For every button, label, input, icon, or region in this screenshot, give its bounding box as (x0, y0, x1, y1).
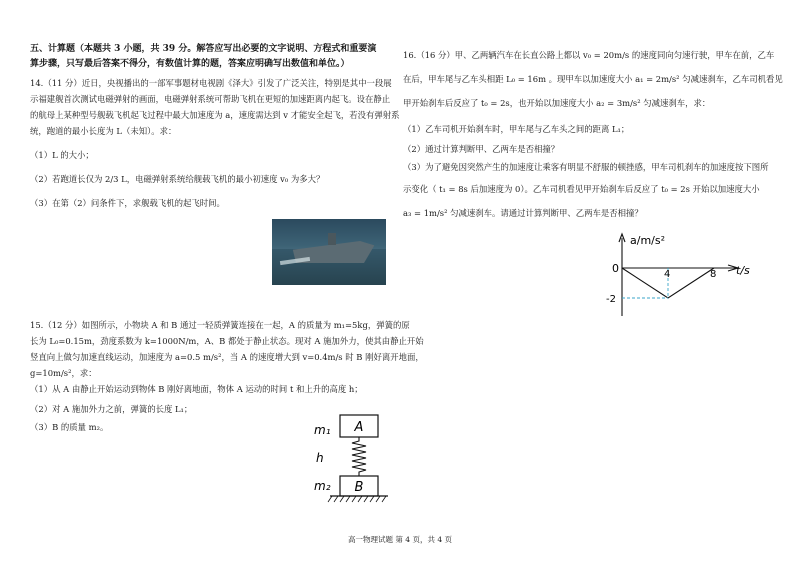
q15-text-1: 15.（12 分）如图所示，小物块 A 和 B 通过一轻质弹簧连接在一起，A 的质量为 m₁=5kg，弹簧的原 (30, 320, 410, 330)
q16-sub-3-line3: a₃ = 1m/s² 匀减速刹车。请通过计算判断甲、乙两车是否相撞？ (403, 208, 643, 218)
q15-text-3: 竖直向上做匀加速直线运动，加速度为 a=0.5 m/s²，当 A 的速度增大到 v=0.4m/s 时 B 刚好离开地面， (30, 352, 424, 362)
tick-label-minus-2: -2 (606, 294, 616, 305)
q14-sub-1: （1）L 的大小； (30, 150, 94, 160)
q14-sub-2: （2）若跑道长仅为 2/3 L，电磁弹射系统给舰载飞机的最小初速度 v₀ 为多大？ (30, 174, 325, 184)
tick-label-8: 8 (710, 269, 717, 280)
origin-label: 0 (612, 262, 619, 275)
a-axis-label: a/m/s² (630, 234, 666, 247)
q16-text-3: 甲开始刹车后反应了 t₀ = 2s，也开始以加速度大小 a₂ = 3m/s² 匀减速刹车，求： (403, 98, 711, 108)
q15-sub-1: （1）从 A 由静止开始运动到物体 B 刚好离地面，物体 A 运动的时间 t 和上升的高度 h； (30, 384, 363, 394)
mass-m1-label: m₁ (314, 423, 331, 437)
block-a-label: A (354, 420, 364, 435)
q15-text-2: 长为 L₀=0.15m，劲度系数为 k=1000N/m，A、B 都处于静止状态。现对 A 施加外力，使其由静止开始 (30, 336, 424, 346)
page-footer: 高一物理试题 第 4 页，共 4 页 (348, 535, 452, 544)
q15-sub-3: （3）B 的质量 m₂。 (30, 422, 109, 432)
section-heading-2: 算步骤，只写最后答案不得分，有数值计算的题，答案应明确写出数值和单位。） (30, 59, 350, 69)
ground-hatch (328, 496, 386, 502)
acceleration-time-graph (600, 228, 760, 320)
block-b-label: B (354, 480, 364, 495)
tick-label-4: 4 (664, 269, 671, 280)
mass-m2-label: m₂ (314, 479, 331, 493)
q15-text-4: g=10m/s²，求： (30, 368, 97, 378)
t-axis-label: t/s (736, 264, 750, 277)
q14-text-4: 统，跑道的最小长度为 L（未知）。求： (30, 126, 177, 136)
q14-sub-3: （3）在第（2）问条件下，求舰载飞机的起飞时间。 (30, 198, 225, 208)
q16-sub-2: （2）通过计算判断甲、乙两车是否相撞？ (403, 144, 560, 154)
q16-sub-1: （1）乙车司机开始刹车时，甲车尾与乙车头之间的距离 L₁； (403, 124, 630, 134)
q16-sub-3-line2: 示变化（ t₁ = 8s 后加速度为 0）。乙车司机看见甲开始刹车后反应了 t₀ = 2s 开始以加速度大小 (403, 184, 760, 194)
height-h-label: h (316, 451, 324, 465)
q16-text-2: 在后，甲车尾与乙车头相距 L₀ = 16m 。现甲车以加速度大小 a₁ = 2m/s² 匀减速刹车，乙车司机看见 (403, 74, 783, 84)
q15-sub-2: （2）对 A 施加外力之前，弹簧的长度 L₁； (30, 404, 193, 414)
carrier-island-shape (328, 233, 336, 245)
q16-sub-3-line1: （3）为了避免因突然产生的加速度让乘客有明显不舒服的顿挫感，甲车司机刹车的加速度按下图所 (403, 162, 769, 172)
q14-text-2: 示福建舰首次测试电磁弹射的画面，电磁弹射系统可帮助飞机在更短的加速距离内起飞。设在静止 (30, 94, 391, 104)
q14-text-1: 14.（11 分）近日，央视播出的一部军事题材电视剧《泽大》引发了广泛关注，特别是其中一段展 (30, 78, 392, 88)
section-heading: 五、计算题（本题共 3 小题，共 39 分。解答应写出必要的文字说明、方程式和重要演 (30, 44, 377, 54)
spring (352, 437, 366, 476)
aircraft-carrier-photo (272, 219, 386, 285)
q16-text-1: 16.（16 分）甲、乙两辆汽车在长直公路上都以 v₀ = 20m/s 的速度同向匀速行驶，甲车在前，乙车 (403, 50, 775, 60)
spring-blocks-diagram (310, 410, 400, 510)
q14-text-3: 的航母上某种型号舰载飞机起飞过程中最大加速度为 a，速度需达到 v 才能安全起飞，若没有弹射系 (30, 110, 400, 120)
